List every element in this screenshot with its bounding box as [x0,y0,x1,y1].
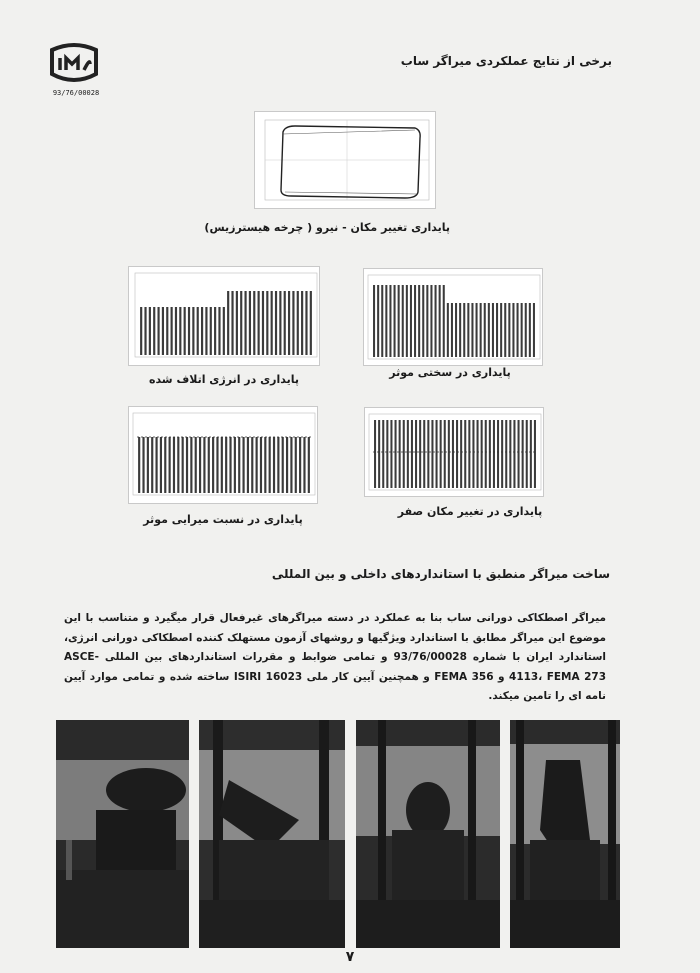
bar-mark [260,437,262,493]
bar-mark [488,303,490,357]
bar-mark [199,437,201,493]
bar-mark [208,437,210,493]
bar-mark [476,303,478,357]
bar-mark [493,420,495,488]
bar-mark [378,420,380,488]
test-photo-1 [56,720,189,948]
bar-mark [444,420,446,488]
bar-mark [295,437,297,493]
bar-mark [447,303,449,357]
bar-mark [471,303,473,357]
bar-mark [485,420,487,488]
bar-mark [382,420,384,488]
bar-mark [225,437,227,493]
bar-mark [203,437,205,493]
bar-mark [464,420,466,488]
bar-mark [275,291,277,355]
bar-mark [414,285,416,357]
bar-mark [477,420,479,488]
bar-mark [169,437,171,493]
bar-mark [496,303,498,357]
bar-mark [418,285,420,357]
bar-mark [236,291,238,355]
bar-mark [518,420,520,488]
bar-mark [525,303,527,357]
bar-mark [269,437,271,493]
bar-mark [214,307,216,355]
bar-mark [234,437,236,493]
bar-mark [455,303,457,357]
bar-mark [529,303,531,357]
bar-mark [162,307,164,355]
test-photo-3 [356,720,500,948]
bar-mark [155,437,157,493]
bar-mark [205,307,207,355]
energy-chart [128,266,320,366]
bar-mark [160,437,162,493]
bar-mark [192,307,194,355]
bar-mark [381,285,383,357]
bar-mark [182,437,184,493]
bar-mark [467,303,469,357]
bar-mark [497,420,499,488]
bar-mark [231,291,233,355]
bar-mark [195,437,197,493]
bar-mark [144,307,146,355]
bar-mark [468,420,470,488]
bar-mark [402,285,404,357]
bar-mark [505,420,507,488]
bar-mark [177,437,179,493]
page-title: برخی از نتایج عملکردی میراگر ساب [400,54,612,68]
bar-mark [460,420,462,488]
bar-mark [504,303,506,357]
bar-mark [385,285,387,357]
bar-mark [197,307,199,355]
bar-mark [373,285,375,357]
bar-mark [526,420,528,488]
bar-mark [310,291,312,355]
bar-mark [394,285,396,357]
bar-mark [284,291,286,355]
bar-mark [398,285,400,357]
bar-mark [149,307,151,355]
hysteresis-figure [254,111,436,209]
bar-mark [223,307,225,355]
bar-mark [406,285,408,357]
bar-mark [262,291,264,355]
test-photo-2 [199,720,345,948]
bar-mark [210,307,212,355]
bar-mark [271,291,273,355]
bar-mark [500,303,502,357]
stiffness-caption: پایداری در سختی موثر [389,366,511,379]
bar-mark [439,285,441,357]
bar-mark [140,307,142,355]
bar-mark [517,303,519,357]
bar-mark [171,307,173,355]
bar-mark [227,291,229,355]
bar-mark [297,291,299,355]
bar-mark [435,285,437,357]
bar-mark [229,437,231,493]
bar-mark [501,420,503,488]
bar-mark [451,303,453,357]
bar-mark [288,291,290,355]
bar-mark [164,437,166,493]
bar-mark [407,420,409,488]
bar-mark [173,437,175,493]
bar-mark [151,437,153,493]
bar-mark [303,437,305,493]
bar-mark [153,307,155,355]
bar-mark [247,437,249,493]
bar-mark [436,420,438,488]
bar-mark [399,420,401,488]
bar-mark [240,291,242,355]
bar-mark [459,303,461,357]
bar-mark [419,420,421,488]
bar-mark [290,437,292,493]
bar-mark [489,420,491,488]
bar-mark [410,285,412,357]
bar-mark [277,437,279,493]
test-photo-4 [510,720,620,948]
bar-mark [448,420,450,488]
bar-mark [286,437,288,493]
bar-mark [512,303,514,357]
bar-mark [530,420,532,488]
bar-mark [299,437,301,493]
bar-mark [258,291,260,355]
bar-mark [481,420,483,488]
zero-displacement-chart [364,407,544,497]
hysteresis-caption: پایداری تغییر مکان - نیرو ( چرخه هیسترزیس) [204,221,450,234]
bar-mark [216,437,218,493]
zero-displacement-caption: پایداری در تغییر مکان صفر [397,505,543,518]
bar-mark [251,437,253,493]
energy-caption: پایداری در انرژی اتلاف شده [148,373,300,386]
bar-mark [292,291,294,355]
bar-mark [440,420,442,488]
bar-mark [386,420,388,488]
bar-mark [472,420,474,488]
bar-mark [279,291,281,355]
bar-mark [282,437,284,493]
bar-mark [212,437,214,493]
logo-code: 93/76/00028 [52,89,100,97]
bar-mark [492,303,494,357]
bar-mark [308,437,310,493]
bar-mark [301,291,303,355]
bar-mark [480,303,482,357]
bar-mark [430,285,432,357]
bar-mark [374,420,376,488]
bar-mark [190,437,192,493]
bar-mark [238,437,240,493]
section-heading: ساخت میراگر منطبق با استانداردهای داخلی و بین المللی [271,567,610,581]
bar-mark [395,420,397,488]
bar-mark [415,420,417,488]
bar-mark [389,285,391,357]
standard-logo-icon [46,40,102,88]
bar-mark [463,303,465,357]
bar-mark [431,420,433,488]
bar-mark [221,437,223,493]
bar-mark [188,307,190,355]
page-number: ۷ [345,949,355,965]
bar-mark [138,437,140,493]
bar-mark [533,303,535,357]
bar-mark [513,420,515,488]
body-paragraph: میراگر اصطکاکی دورانی ساب بنا به عملکرد در دسته میراگرهای غیرفعال قرار میگیرد و متناسب با این موضوع این میراگر مطابق با استاندارد ویژگیها و روشهای آزمون مستهلک کننده اصطکاکی دورانی انرژی، استاندارد ایران با شماره 93/76/00028 و تمامی ضوابط و مقررات استانداردهای بین المللی ASCE-4113، FEMA 273 و FEMA 356 و همچنین آیین کار ملی ISIRI 16023 ساخته شده و تمامی موارد آیین نامه ای را تامین میکند. [64,612,607,702]
bar-mark [242,437,244,493]
bar-mark [142,437,144,493]
bar-mark [508,303,510,357]
bar-mark [456,420,458,488]
bar-mark [534,420,536,488]
bar-mark [423,420,425,488]
bar-mark [403,420,405,488]
bar-mark [218,307,220,355]
bar-mark [377,285,379,357]
bar-mark [147,437,149,493]
damping-chart [128,406,318,504]
bar-mark [256,437,258,493]
bar-mark [452,420,454,488]
bar-mark [253,291,255,355]
bar-mark [184,307,186,355]
bar-mark [179,307,181,355]
damping-caption: پایداری در نسبت میرایی موثر [143,513,303,526]
bar-mark [422,285,424,357]
bar-mark [157,307,159,355]
bar-mark [443,285,445,357]
bar-mark [509,420,511,488]
bar-mark [175,307,177,355]
bar-mark [186,437,188,493]
bar-mark [484,303,486,357]
bar-mark [166,307,168,355]
bar-mark [426,285,428,357]
stiffness-chart [363,268,543,366]
bar-mark [305,291,307,355]
bar-mark [273,437,275,493]
bar-mark [522,420,524,488]
bar-mark [264,437,266,493]
bar-mark [390,420,392,488]
bar-mark [266,291,268,355]
bar-mark [201,307,203,355]
bar-mark [521,303,523,357]
bar-mark [249,291,251,355]
bar-mark [244,291,246,355]
bar-mark [411,420,413,488]
bar-mark [427,420,429,488]
